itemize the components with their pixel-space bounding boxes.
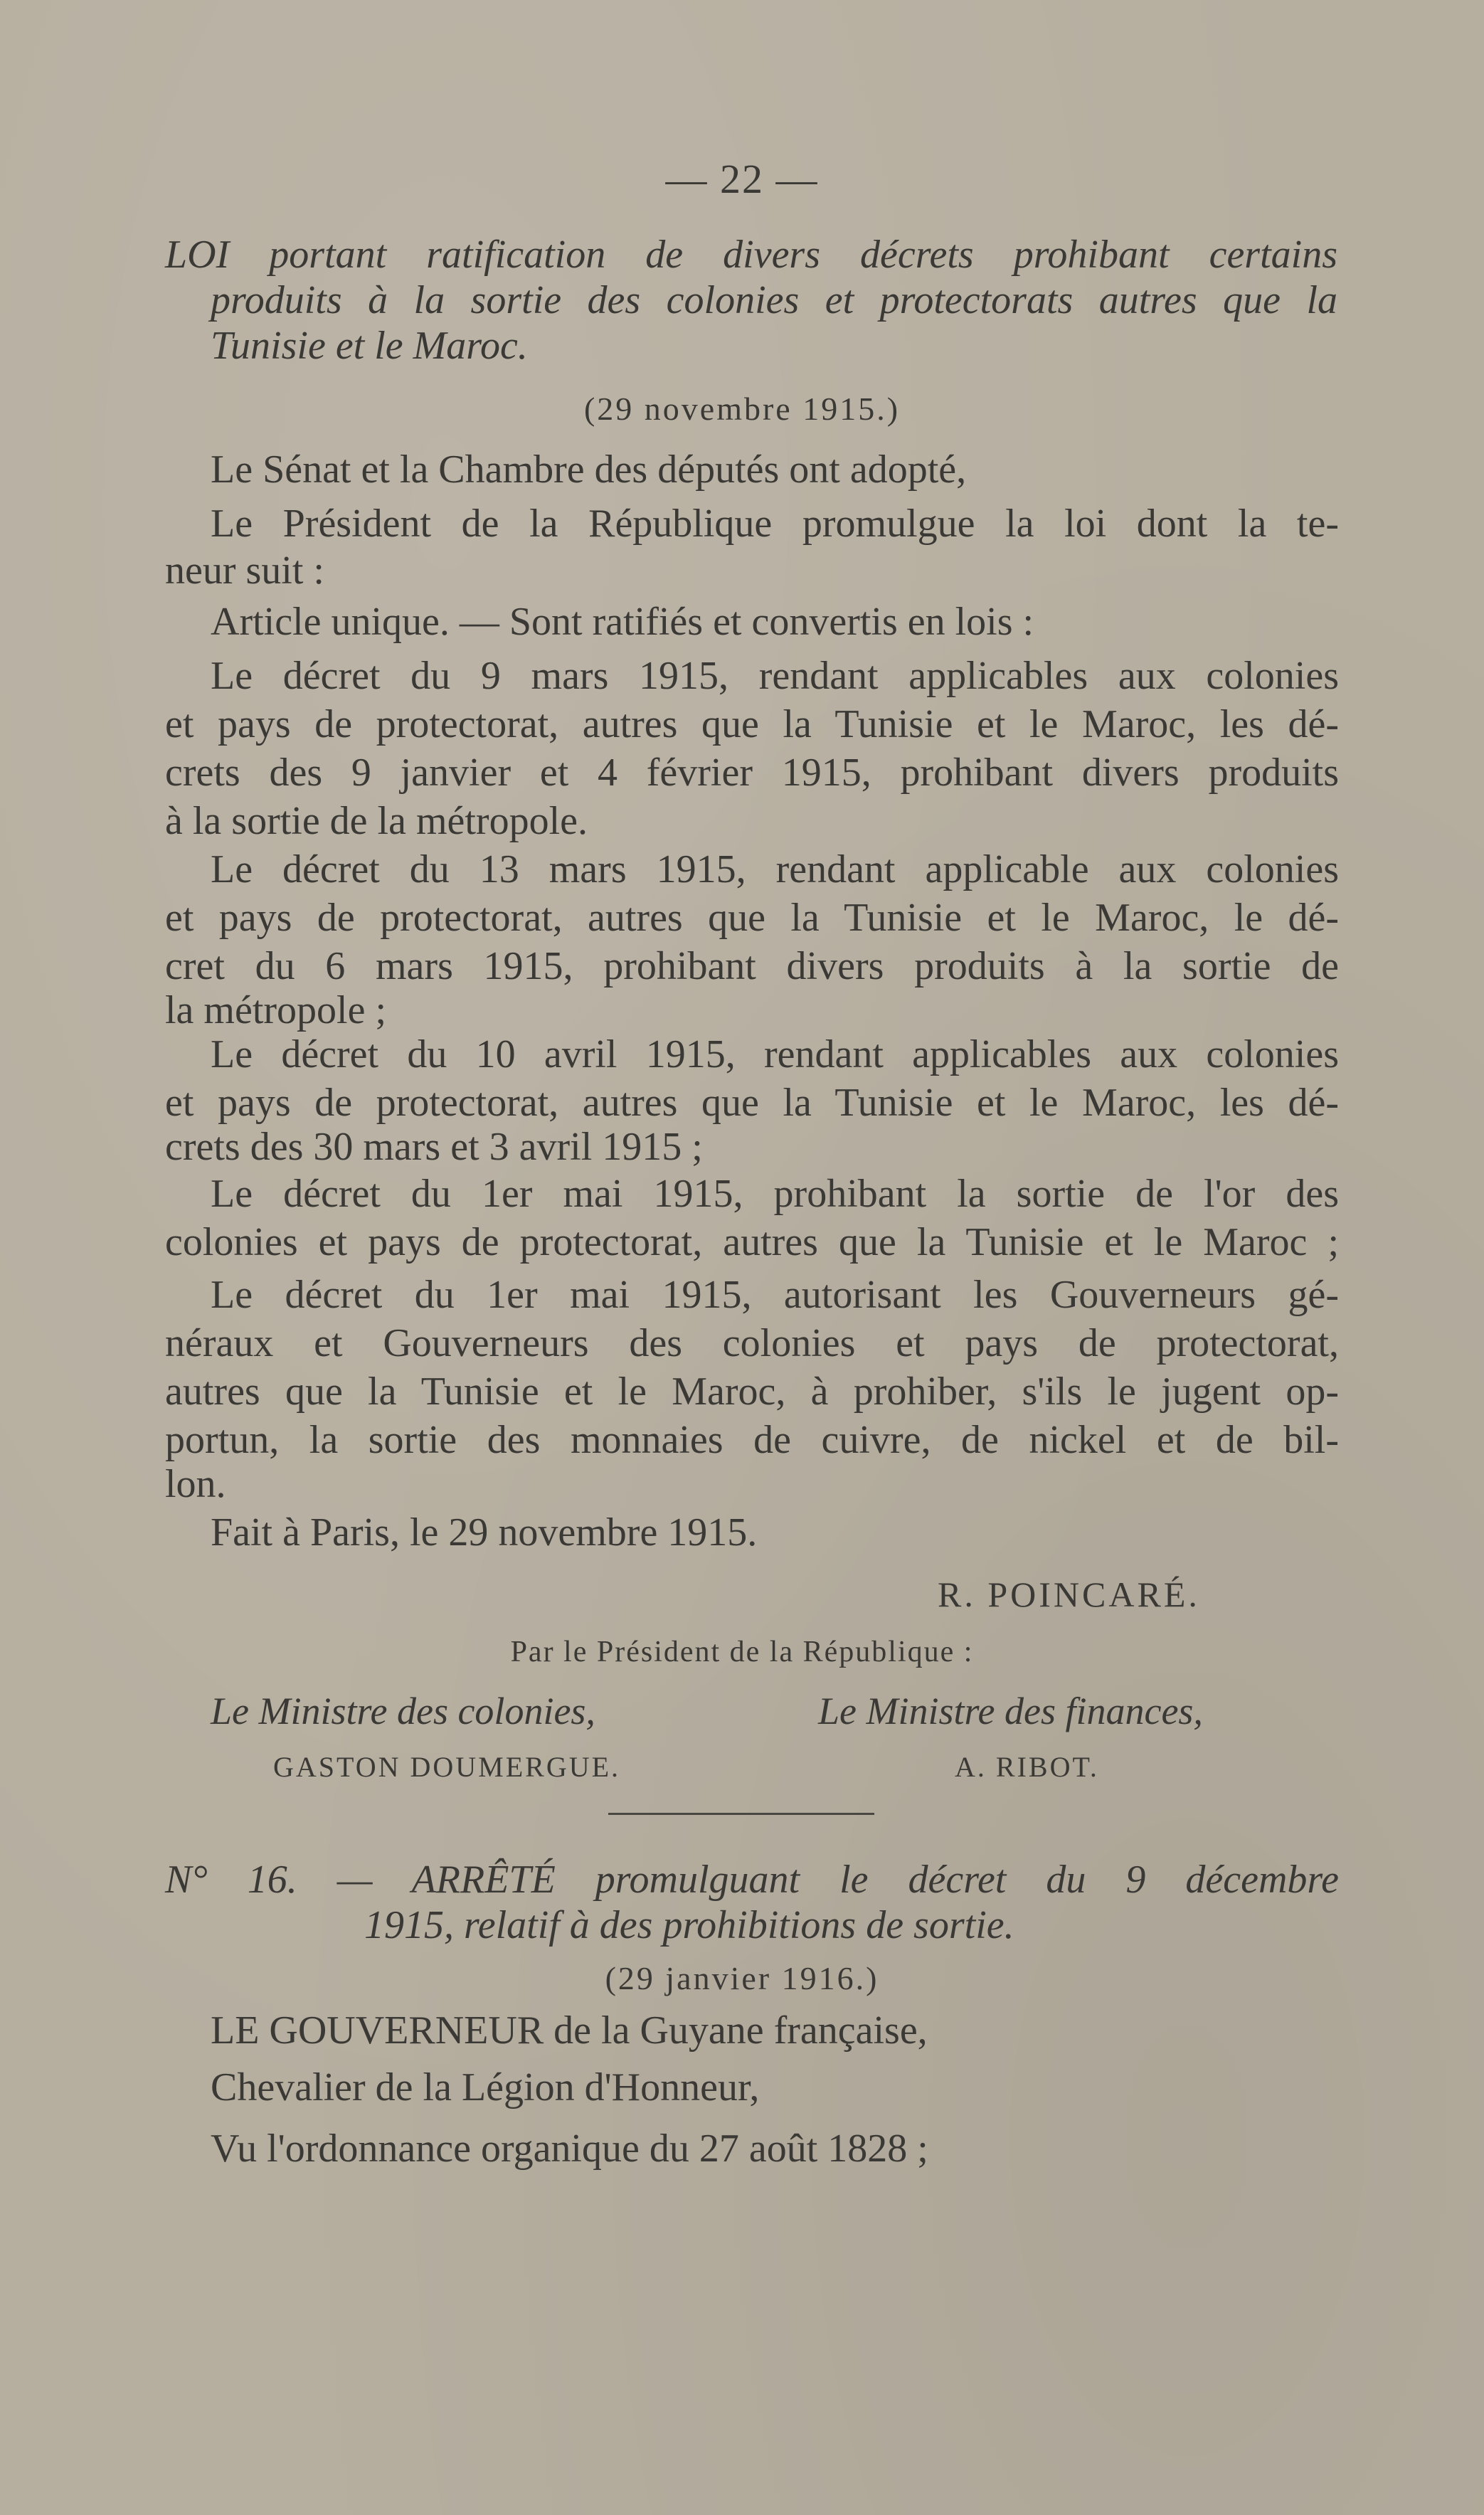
signature-president: R. POINCARÉ. (938, 1574, 1200, 1614)
body-line: neur suit : (165, 549, 324, 593)
section-divider (608, 1813, 874, 1815)
body-line: lon. (165, 1462, 226, 1506)
body-line: portun, la sortie des monnaies de cuivre, de nickel et de bil- (165, 1418, 1339, 1462)
body-line: et pays de protectorat, autres que la Tunisie et le Maroc, les dé- (165, 702, 1339, 746)
loi-title-line: Tunisie et le Maroc. (211, 324, 528, 368)
body-line: Vu l'ordonnance organique du 27 août 1828 ; (211, 2127, 928, 2171)
arrete-date: (29 janvier 1916.) (605, 1960, 879, 1996)
body-line: Le décret du 1er mai 1915, autorisant les Gouverneurs gé- (211, 1273, 1339, 1317)
body-line: et pays de protectorat, autres que la Tunisie et le Maroc, les dé- (165, 1081, 1339, 1125)
arrete-title-line: 1915, relatif à des prohibitions de sortie. (364, 1903, 1014, 1947)
body-line: Fait à Paris, le 29 novembre 1915. (211, 1510, 758, 1555)
page-number: — 22 — (665, 156, 819, 202)
body-line: crets des 9 janvier et 4 février 1915, prohibant divers produits (165, 751, 1339, 795)
body-line: Le Sénat et la Chambre des députés ont adopté, (211, 448, 967, 492)
body-line: autres que la Tunisie et le Maroc, à prohiber, s'ils le jugent op- (165, 1370, 1339, 1414)
loi-title-line: LOI portant ratification de divers décrets prohibant certains (165, 233, 1337, 277)
body-line: néraux et Gouverneurs des colonies et pays de protectorat, (165, 1321, 1339, 1365)
body-line: et pays de protectorat, autres que la Tunisie et le Maroc, le dé- (165, 896, 1339, 940)
body-line: Le décret du 9 mars 1915, rendant applicables aux colonies (211, 654, 1339, 698)
minister-colonies-title: Le Ministre des colonies, (211, 1690, 595, 1732)
body-line: Chevalier de la Légion d'Honneur, (211, 2065, 760, 2109)
par-le-president: Par le Président de la République : (510, 1636, 974, 1668)
body-line: Le décret du 1er mai 1915, prohibant la sortie de l'or des (211, 1172, 1339, 1216)
body-line: colonies et pays de protectorat, autres que la Tunisie et le Maroc ; (165, 1220, 1339, 1264)
body-line: Le décret du 10 avril 1915, rendant applicables aux colonies (211, 1032, 1339, 1076)
body-line: LE GOUVERNEUR de la Guyane française, (211, 2008, 928, 2053)
body-line: crets des 30 mars et 3 avril 1915 ; (165, 1125, 703, 1169)
body-line: la métropole ; (165, 988, 387, 1032)
minister-finances-name: A. RIBOT. (955, 1751, 1099, 1783)
minister-finances-title: Le Ministre des finances, (818, 1690, 1203, 1732)
body-line: Le Président de la République promulgue la loi dont la te- (211, 502, 1339, 546)
body-line: Le décret du 13 mars 1915, rendant applicable aux colonies (211, 847, 1339, 891)
minister-colonies-name: GASTON DOUMERGUE. (273, 1751, 621, 1783)
loi-date: (29 novembre 1915.) (583, 391, 901, 427)
arrete-title-line: N° 16. — ARRÊTÉ promulguant le décret du 9 décembre (165, 1858, 1339, 1902)
body-line: cret du 6 mars 1915, prohibant divers produits à la sortie de (165, 944, 1339, 988)
loi-title-line: produits à la sortie des colonies et protectorats autres que la (211, 278, 1337, 322)
body-line: Article unique. — Sont ratifiés et convertis en lois : (211, 600, 1034, 644)
body-line: à la sortie de la métropole. (165, 799, 588, 843)
